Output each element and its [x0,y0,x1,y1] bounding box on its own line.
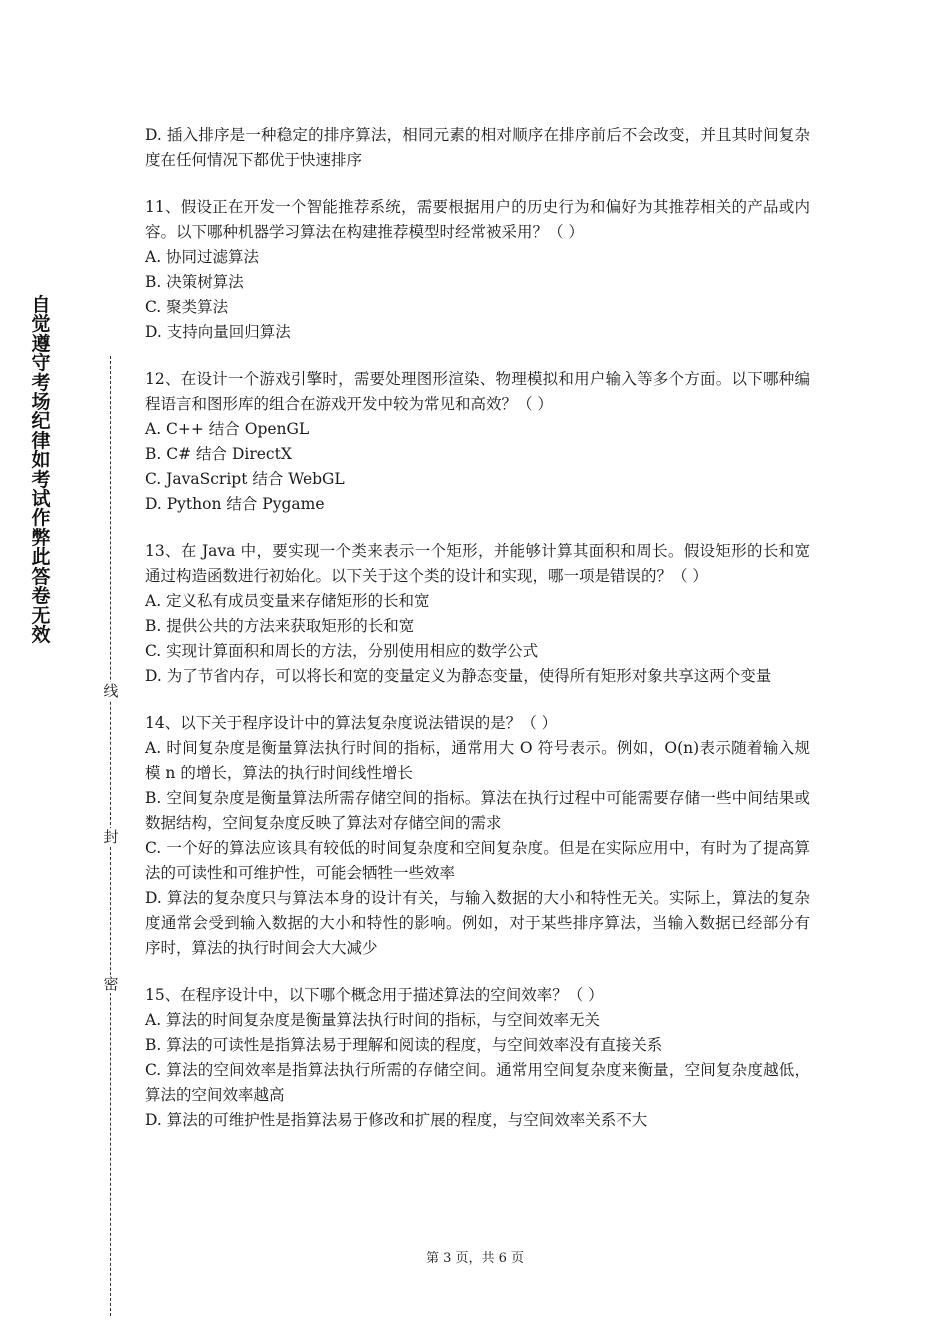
option-d: D. 为了节省内存，可以将长和宽的变量定义为静态变量，使得所有矩形对象共享这两个变量 [145,667,772,685]
option-b: B. C# 结合 DirectX [145,445,292,463]
binding-mark-mi: 密 [103,975,119,993]
option-b: B. 决策树算法 [145,273,244,291]
binding-mark-xian: 线 [103,682,119,700]
option-d: D. 支持向量回归算法 [145,323,291,341]
question-stem: 12、在设计一个游戏引擎时，需要处理图形渲染、物理模拟和用户输入等多个方面。以下哪种编程语言和图形库的组合在游戏开发中较为常见和高效？（ ） [145,370,810,413]
option-c: C. 实现计算面积和周长的方法，分别使用相应的数学公式 [145,642,539,660]
option-d: D. Python 结合 Pygame [145,495,325,513]
option-a: A. 算法的时间复杂度是衡量算法执行时间的指标，与空间效率无关 [145,1011,601,1029]
binding-mark-feng: 封 [103,828,119,846]
option-c: C. JavaScript 结合 WebGL [145,470,345,488]
question-15 [145,983,810,1133]
option-d: D. 插入排序是一种稳定的排序算法，相同元素的相对顺序在排序前后不会改变，并且其时间复杂度在任何情况下都优于快速排序 [145,126,810,169]
option-c: C. 聚类算法 [145,298,229,316]
option-a: A. 时间复杂度是衡量算法执行时间的指标，通常用大 O 符号表示。例如，O(n)表示随着输入规模 n 的增长，算法的执行时间线性增长 [145,739,810,782]
previous-question-tail [145,123,810,173]
question-stem: 13、在 Java 中，要实现一个类来表示一个矩形，并能够计算其面积和周长。假设矩形的长和宽通过构造函数进行初始化。以下关于这个类的设计和实现，哪一项是错误的？（ ） [145,542,810,585]
question-12 [145,367,810,517]
question-stem: 11、假设正在开发一个智能推荐系统，需要根据用户的历史行为和偏好为其推荐相关的产品或内容。以下哪种机器学习算法在构建推荐模型时经常被采用？（ ） [145,198,810,241]
option-c: C. 一个好的算法应该具有较低的时间复杂度和空间复杂度。但是在实际应用中，有时为了提高算法的可读性和可维护性，可能会牺牲一些效率 [145,839,810,882]
option-b: B. 算法的可读性是指算法易于理解和阅读的程度，与空间效率没有直接关系 [145,1036,663,1054]
exam-discipline-notice: 自觉遵守考场纪律如考试作弊此答卷无效 [31,294,51,646]
option-d: D. 算法的复杂度只与算法本身的设计有关，与输入数据的大小和特性无关。实际上，算法的复杂度通常会受到输入数据的大小和特性的影响。例如，对于某些排序算法，当输入数据已经部分有序时，算法的执行时间会大大减少 [145,889,810,957]
question-13 [145,539,810,689]
question-content [145,123,810,1155]
option-d: D. 算法的可维护性是指算法易于修改和扩展的程度，与空间效率关系不大 [145,1111,648,1129]
option-a: A. 协同过滤算法 [145,248,260,266]
page-number: 第 3 页，共 6 页 [425,1251,525,1266]
option-b: B. 提供公共的方法来获取矩形的长和宽 [145,617,415,635]
question-14 [145,711,810,961]
option-b: B. 空间复杂度是衡量算法所需存储空间的指标。算法在执行过程中可能需要存储一些中间结果或数据结构，空间复杂度反映了算法对存储空间的需求 [145,789,810,832]
question-11 [145,195,810,345]
option-a: A. 定义私有成员变量来存储矩形的长和宽 [145,592,430,610]
question-stem: 14、以下关于程序设计中的算法复杂度说法错误的是？（ ） [145,714,558,732]
option-a: A. C++ 结合 OpenGL [145,420,310,438]
question-stem: 15、在程序设计中，以下哪个概念用于描述算法的空间效率？（ ） [145,986,604,1004]
option-c: C. 算法的空间效率是指算法执行所需的存储空间。通常用空间复杂度来衡量，空间复杂度越低，算法的空间效率越高 [145,1061,810,1104]
